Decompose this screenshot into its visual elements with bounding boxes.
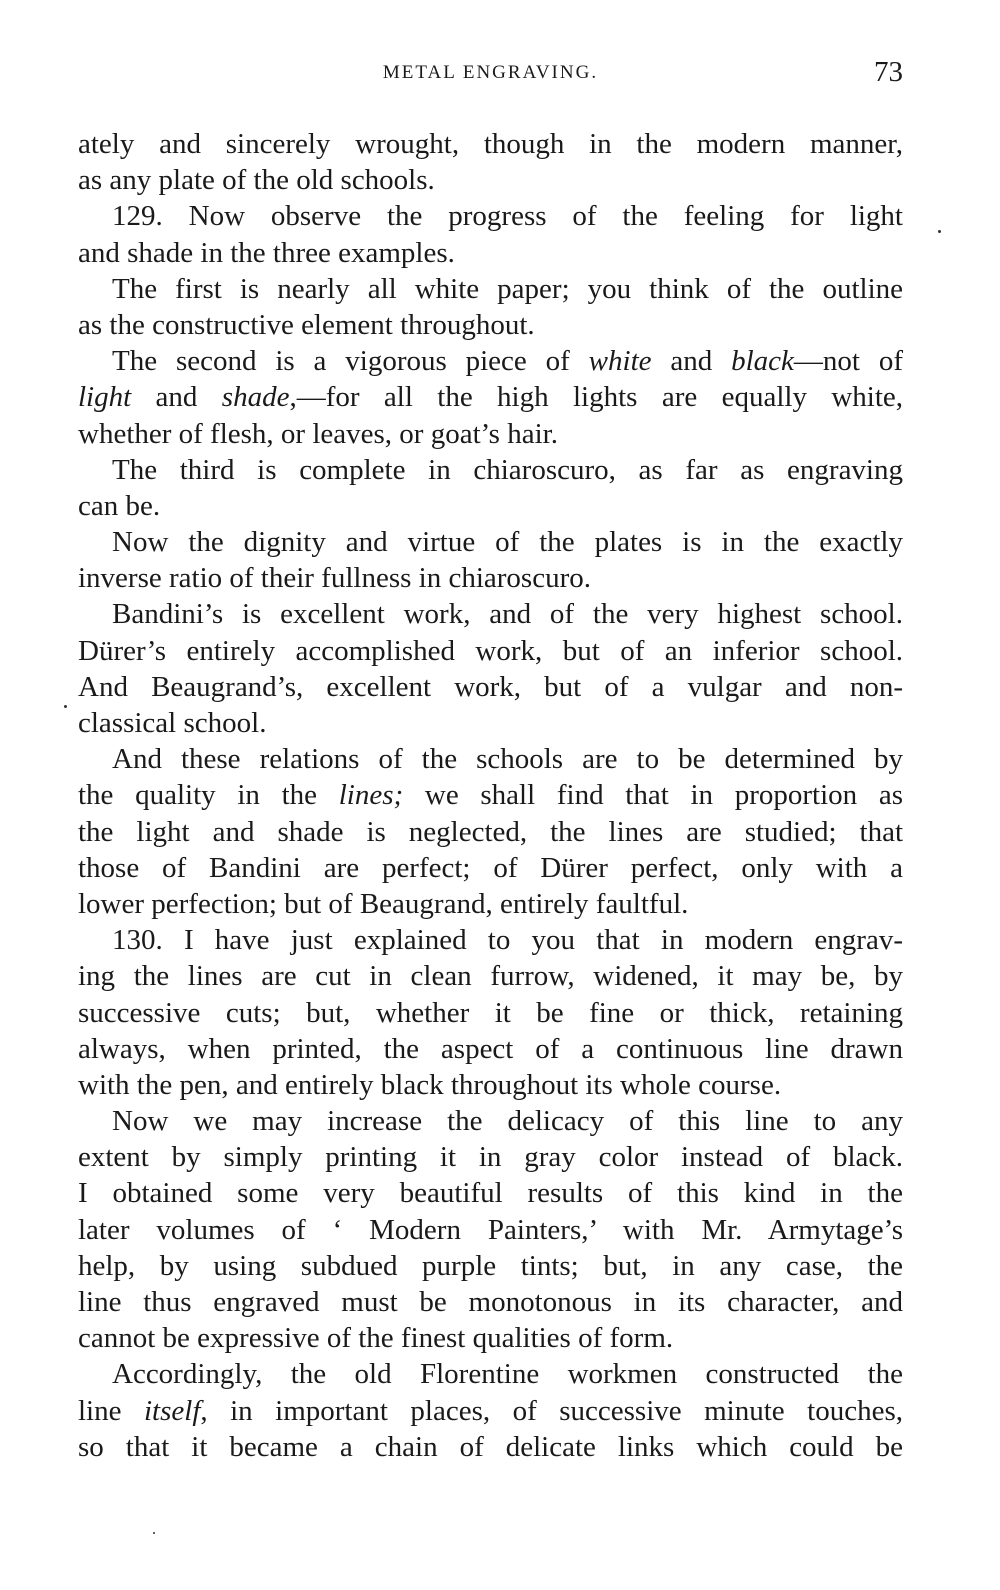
text-line: The first is nearly all white paper; you think of the outline <box>112 272 903 305</box>
text-line: help, by using subdued purple tints; but, in any case, the <box>78 1249 903 1282</box>
text-line: with the pen, and entirely black throughout its whole course. <box>78 1068 782 1101</box>
text-line: Now the dignity and virtue of the plates is in the exactly <box>112 526 903 559</box>
text-line: later volumes of ‘ Modern Painters,’ with Mr. Armytage’s <box>78 1213 903 1246</box>
text-line: extent by simply printing it in gray color instead of black. <box>78 1141 903 1174</box>
text-line: successive cuts; but, whether it be fine or thick, retaining <box>78 996 903 1029</box>
text-line: the quality in the lines; we shall find that in proportion as <box>78 779 903 812</box>
text-line: and shade in the three examples. <box>78 236 455 269</box>
text-line: And Beaugrand’s, excellent work, but of a vulgar and non- <box>78 670 903 703</box>
running-title: METAL ENGRAVING. <box>382 62 599 83</box>
text-line: Bandini’s is excellent work, and of the very highest school. <box>112 598 903 631</box>
text-line: line thus engraved must be monotonous in its character, and <box>78 1286 903 1318</box>
text-line: And these relations of the schools are to be determined by <box>112 743 903 776</box>
text-line: as the constructive element throughout. <box>78 308 535 341</box>
text-line: can be. <box>78 489 161 522</box>
text-line: cannot be expressive of the finest qualities of form. <box>78 1322 674 1355</box>
text-line: Dürer’s entirely accomplished work, but of an inferior school. <box>78 634 903 667</box>
text-line: line itself, in important places, of successive minute touches, <box>78 1394 903 1427</box>
text-line: light and shade,—for all the high lights are equally white, <box>78 381 903 414</box>
text-line: lower perfection; but of Beaugrand, entirely faultful. <box>78 887 689 920</box>
text-line: ing the lines are cut in clean furrow, widened, it may be, by <box>78 960 903 993</box>
print-speck <box>938 230 941 233</box>
text-line: 129. Now observe the progress of the feeling for light <box>112 200 903 233</box>
text-line: The third is complete in chiaroscuro, as far as engraving <box>112 453 903 486</box>
text-line: so that it became a chain of delicate links which could be <box>78 1430 903 1463</box>
text-line: 130. I have just explained to you that in modern engrav- <box>112 924 903 957</box>
text-line: Now we may increase the delicacy of this line to any <box>112 1105 903 1138</box>
print-speck <box>153 1532 155 1534</box>
text-line: whether of flesh, or leaves, or goat’s hair. <box>78 417 558 450</box>
text-line: the light and shade is neglected, the lines are studied; that <box>78 815 903 848</box>
print-speck <box>64 705 67 708</box>
running-head <box>78 58 903 92</box>
text-line: Accordingly, the old Florentine workmen constructed the <box>112 1358 903 1391</box>
text-line: as any plate of the old schools. <box>78 164 435 197</box>
page-number: 73 <box>874 56 903 88</box>
text-line: those of Bandini are perfect; of Dürer perfect, only with a <box>78 851 903 884</box>
text-line: I obtained some very beautiful results of this kind in the <box>78 1177 903 1210</box>
text-line: inverse ratio of their fullness in chiaroscuro. <box>78 562 591 595</box>
body-text <box>78 126 903 1465</box>
text-line: ately and sincerely wrought, though in the modern manner, <box>78 128 903 160</box>
text-line: The second is a vigorous piece of white and black—not of <box>112 345 903 378</box>
text-line: always, when printed, the aspect of a continuous line drawn <box>78 1032 903 1065</box>
text-line: classical school. <box>78 707 267 739</box>
